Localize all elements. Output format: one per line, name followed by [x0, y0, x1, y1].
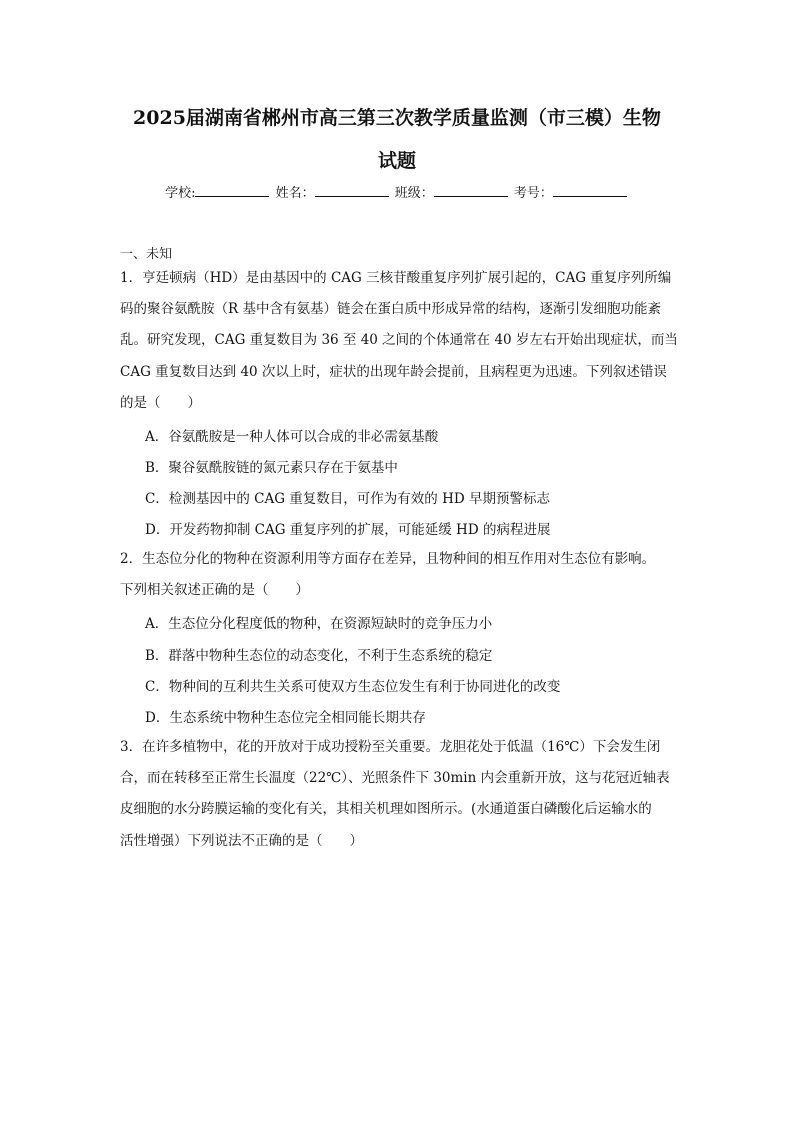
name-label: 姓名：	[275, 186, 315, 201]
question-line: 码的聚谷氨酰胺（R 基中含有氨基）链会在蛋白质中形成异常的结构，逐渐引发细胞功能紊	[120, 301, 661, 318]
student-info-row	[0, 182, 794, 201]
question-line: 下列相关叙述正确的是（ ）	[120, 582, 309, 599]
question-line: 1．亨廷顿病（HD）是由基因中的 CAG 三核苷酸重复序列扩展引起的，CAG 重复序列所编	[120, 270, 672, 286]
question-line: 的是（ ）	[120, 394, 201, 411]
question-line: 2．生态位分化的物种在资源利用等方面存在差异，且物种间的相互作用对生态位有影响。	[120, 551, 656, 567]
page-title-continued: 试题	[377, 150, 416, 172]
question-2-option-d: D．生态系统中物种生态位完全相同能长期共存	[145, 710, 426, 726]
question-1-option-c: C．检测基因中的 CAG 重复数目，可作为有效的 HD 早期预警标志	[145, 491, 550, 507]
page-title: 2025届湖南省郴州市高三第三次教学质量监测（市三模）生物	[133, 107, 661, 129]
school-blank	[195, 184, 269, 197]
question-1-option-b: B．聚谷氨酰胺链的氮元素只存在于氨基中	[145, 460, 398, 476]
exam-number-blank	[553, 184, 627, 197]
exam-number-label: 考号：	[513, 186, 553, 201]
question-3-stem	[120, 732, 676, 857]
section-heading: 一、未知	[120, 247, 173, 262]
question-line: 乱。研究发现，CAG 重复数目为 36 至 40 之间的个体通常在 40 岁左右开始出现症状，而当	[120, 332, 678, 349]
school-label: 学校:	[165, 186, 196, 201]
question-1-option-d: D．开发药物抑制 CAG 重复序列的扩展，可能延缓 HD 的病程进展	[145, 522, 551, 538]
class-blank	[434, 184, 508, 197]
question-line: 合，而在转移至正常生长温度（22℃）、光照条件下 30min 内会重新开放，这与花冠近轴表	[120, 770, 670, 787]
question-2-option-c: C．物种间的互利共生关系可使双方生态位发生有利于协同进化的改变	[145, 679, 561, 695]
question-2-stem	[120, 544, 676, 606]
question-line: CAG 重复数目达到 40 次以上时，症状的出现年龄会提前，且病程更为迅速。下列叙述错误	[120, 363, 667, 380]
question-2-option-a: A．生态位分化程度低的物种，在资源短缺时的竞争压力小	[145, 616, 493, 632]
question-line: 3．在许多植物中，花的开放对于成功授粉至关重要。龙胆花处于低温（16℃）下会发生闭	[120, 739, 661, 755]
class-label: 班级：	[394, 186, 434, 201]
name-blank	[315, 184, 389, 197]
question-1-stem	[120, 263, 676, 419]
question-line: 皮细胞的水分跨膜运输的变化有关，其相关机理如图所示。(水通道蛋白磷酸化后运输水的	[120, 801, 652, 818]
question-line: 活性增强）下列说法不正确的是（ ）	[120, 832, 363, 849]
question-1-option-a: A．谷氨酰胺是一种人体可以合成的非必需氨基酸	[145, 429, 439, 445]
question-2-option-b: B．群落中物种生态位的动态变化，不利于生态系统的稳定	[145, 648, 493, 664]
